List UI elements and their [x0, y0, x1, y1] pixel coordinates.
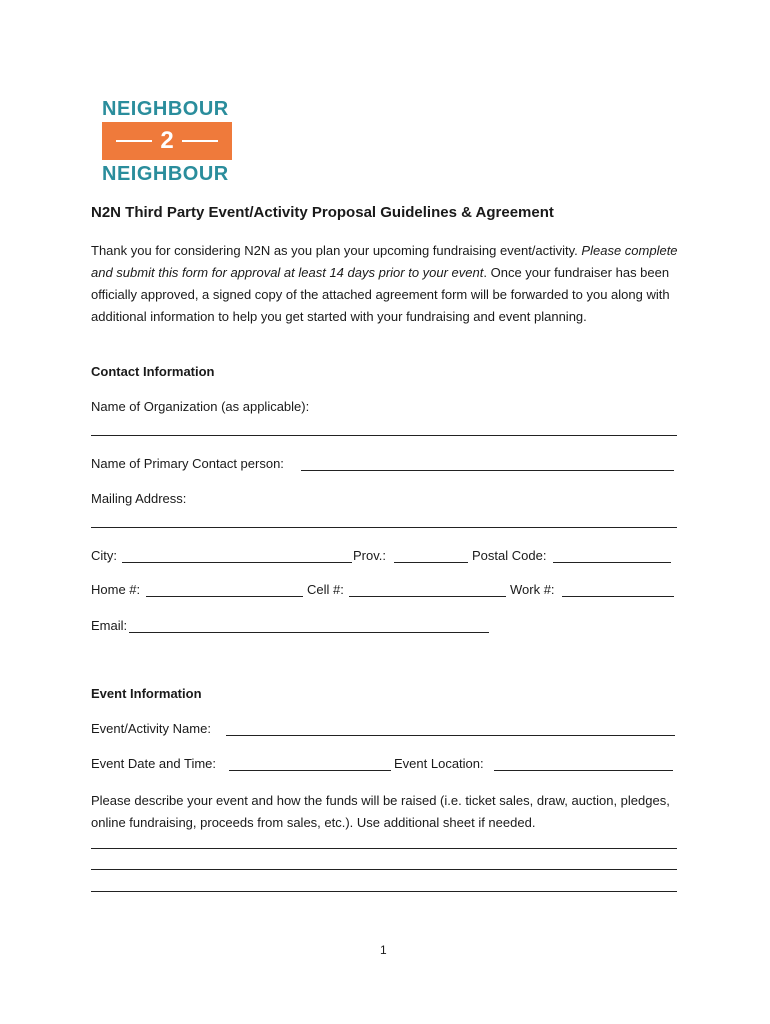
- event-description-line-3[interactable]: [91, 891, 677, 892]
- primary-contact-label: Name of Primary Contact person:: [91, 456, 284, 471]
- mailing-address-field[interactable]: [91, 527, 677, 528]
- mailing-address-label: Mailing Address:: [91, 491, 187, 506]
- event-name-label: Event/Activity Name:: [91, 721, 211, 736]
- organization-field[interactable]: [91, 435, 677, 436]
- event-name-field[interactable]: [226, 735, 675, 736]
- cell-phone-label: Cell #:: [307, 582, 344, 597]
- event-description-line-2[interactable]: [91, 869, 677, 870]
- logo-text-bottom: NEIGHBOUR: [102, 163, 229, 185]
- postal-code-label: Postal Code:: [472, 548, 547, 563]
- province-label: Prov.:: [353, 548, 386, 563]
- primary-contact-field[interactable]: [301, 470, 674, 471]
- postal-code-field[interactable]: [553, 562, 671, 563]
- organization-label: Name of Organization (as applicable):: [91, 399, 310, 414]
- event-datetime-label: Event Date and Time:: [91, 756, 217, 771]
- logo-dash-left: [116, 140, 152, 142]
- home-phone-field[interactable]: [146, 596, 303, 597]
- city-label: City:: [91, 548, 117, 563]
- work-phone-label: Work #:: [510, 582, 555, 597]
- logo-dash-right: [182, 140, 218, 142]
- contact-info-heading: Contact Information: [91, 364, 215, 379]
- event-description-prompt: Please describe your event and how the funds will be raised (i.e. ticket sales, draw, auction, pledges, online fundraising, proceeds from sales, etc.). Use additional sheet if needed.: [91, 793, 670, 830]
- work-phone-field[interactable]: [562, 596, 674, 597]
- intro-text-1: Thank you for considering N2N as you plan your upcoming fundraising event/activity.: [91, 243, 582, 258]
- home-phone-label: Home #:: [91, 582, 141, 597]
- page-number: 1: [380, 943, 387, 957]
- logo-text-top: NEIGHBOUR: [102, 98, 229, 120]
- event-location-field[interactable]: [494, 770, 673, 771]
- province-field[interactable]: [394, 562, 468, 563]
- neighbour-2-neighbour-logo: [102, 98, 232, 185]
- event-info-heading: Event Information: [91, 686, 202, 701]
- email-label: Email:: [91, 618, 128, 633]
- intro-paragraph: [91, 240, 679, 328]
- cell-phone-field[interactable]: [349, 596, 506, 597]
- event-location-label: Event Location:: [394, 756, 484, 771]
- intro-text-2: . Once your fundraiser has been officially approved, a signed copy of the attached agreement form will be forwarded to you along with additional information to help you get started with your fundraising and event planning.: [91, 265, 670, 324]
- email-field[interactable]: [129, 632, 489, 633]
- logo-band: [102, 122, 232, 160]
- intro-italic-text: Please complete and submit this form for approval at least 14 days prior to your event: [91, 243, 678, 280]
- document-title: N2N Third Party Event/Activity Proposal Guidelines & Agreement: [91, 204, 554, 221]
- event-description-line-1[interactable]: [91, 848, 677, 849]
- city-field[interactable]: [122, 562, 352, 563]
- logo-number: 2: [160, 127, 174, 154]
- event-datetime-field[interactable]: [229, 770, 391, 771]
